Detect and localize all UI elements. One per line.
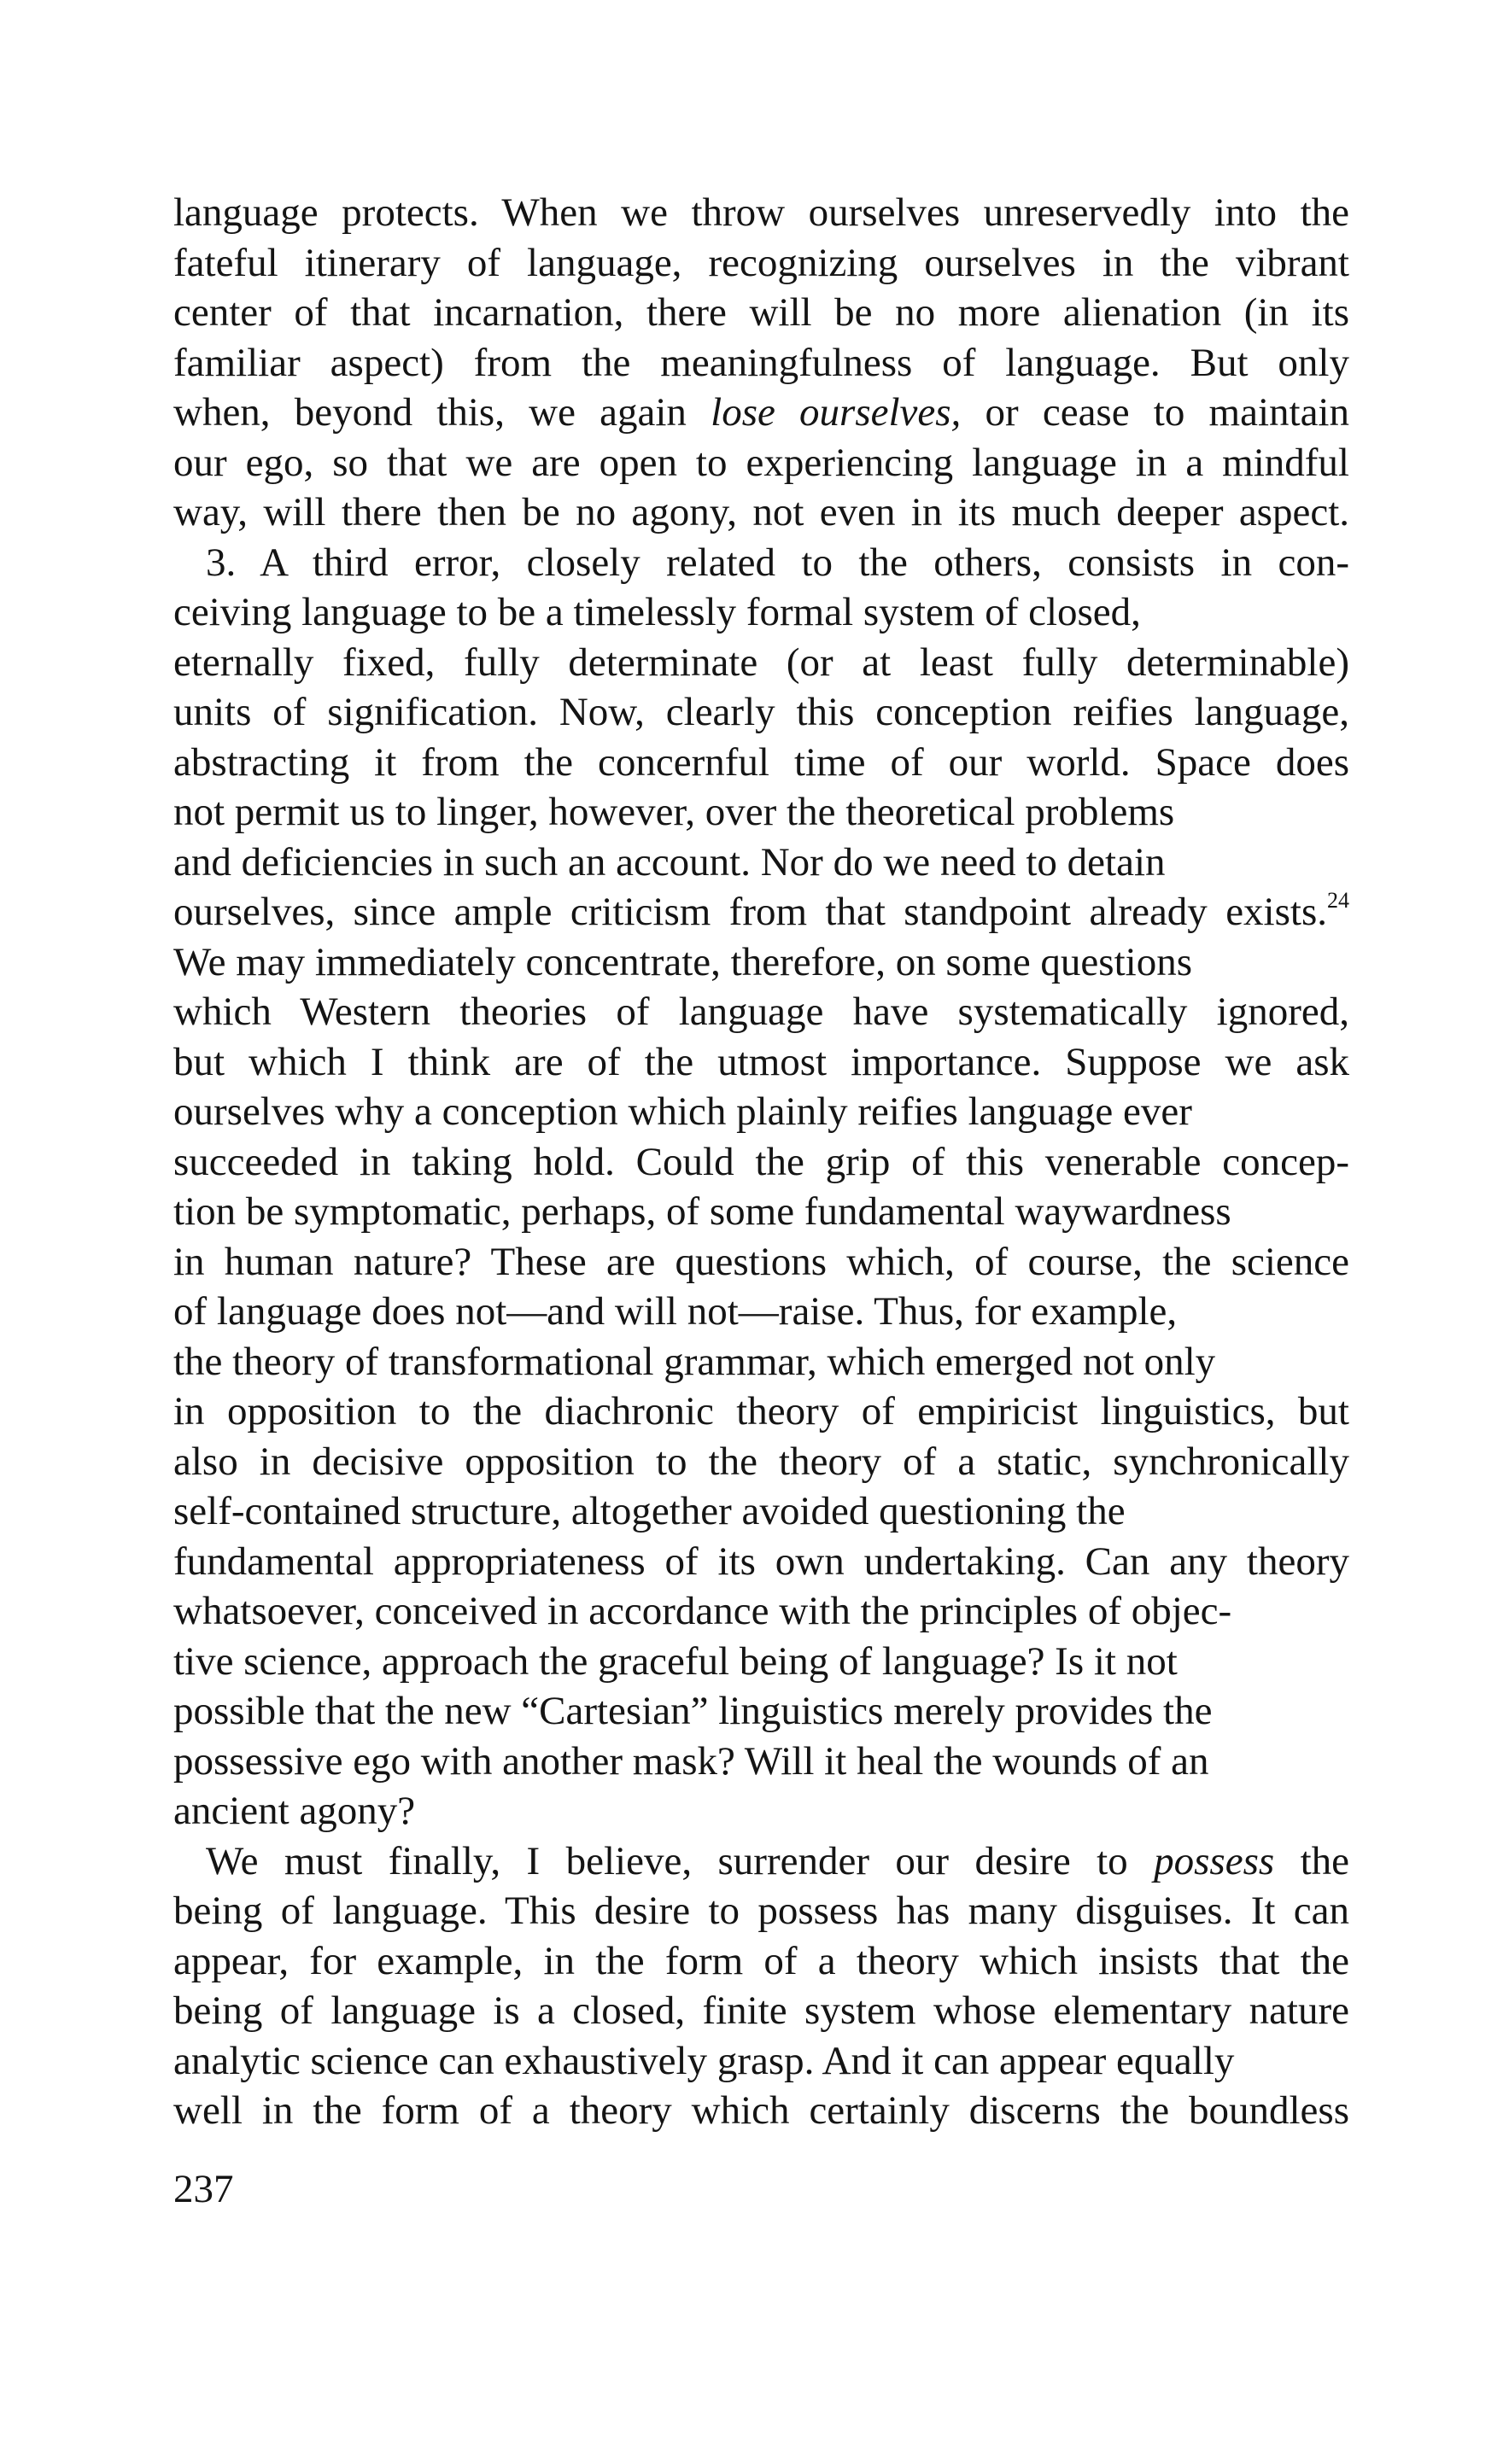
text-line (173, 1637, 1349, 1687)
line-text: whatsoever, conceived in accordance with the principles of objec- (173, 1589, 1232, 1633)
text-line (173, 1237, 1349, 1287)
line-text: and deficiencies in such an account. Nor do we need to detain (173, 839, 1166, 885)
line-text: in human nature? These are questions which, of course, the science (173, 1239, 1349, 1284)
text-line (173, 1936, 1349, 1987)
line-text: not permit us to linger, however, over the theoretical problems (173, 790, 1175, 834)
line-text: in opposition to the diachronic theory of empiricist linguistics, but (173, 1389, 1349, 1433)
line-text: when, beyond this, we again (173, 390, 711, 435)
text-line (173, 987, 1349, 1037)
line-text: ourselves why a conception which plainly reifies language ever (173, 1089, 1192, 1134)
text-line (173, 1537, 1349, 1587)
text-line (173, 338, 1349, 388)
text-line (173, 787, 1349, 838)
text-line (173, 738, 1349, 788)
text-line (173, 1586, 1349, 1637)
text-line (173, 188, 1349, 238)
text-line (173, 687, 1349, 738)
text-line (173, 2086, 1349, 2136)
line-text: language protects. When we throw ourselves unreservedly into the (173, 190, 1349, 235)
text-line (173, 638, 1349, 688)
line-text: units of signification. Now, clearly this conception reifies language, (173, 690, 1349, 734)
line-text: tion be symptomatic, perhaps, of some fundamental waywardness (173, 1189, 1231, 1234)
line-text: the theory of transformational grammar, which emerged not only (173, 1339, 1216, 1384)
text-line (173, 1287, 1349, 1337)
text-line (173, 1087, 1349, 1137)
line-text: self-contained structure, altogether avoided questioning the (173, 1489, 1126, 1533)
line-text: eternally fixed, fully determinate (or at least fully determinable) (173, 639, 1349, 685)
text-line (173, 1886, 1349, 1936)
line-text: We may immediately concentrate, therefore, on some questions (173, 939, 1192, 984)
line-text: ourselves, since ample criticism from that standpoint already exists. (173, 890, 1327, 934)
text-line (173, 937, 1349, 988)
line-text: possible that the new “Cartesian” linguistics merely provides the (173, 1689, 1213, 1733)
text-line (173, 1486, 1349, 1537)
text-line (173, 1187, 1349, 1237)
text-line (173, 538, 1349, 588)
text-line (173, 1986, 1349, 2036)
line-text: We must finally, I believe, surrender our desire to (206, 1838, 1155, 1883)
footnote-marker: 24 (1327, 888, 1349, 913)
line-text: familiar aspect) from the meaningfulness of language. But only (173, 340, 1349, 385)
line-text: but which I think are of the utmost importance. Suppose we ask (173, 1039, 1349, 1084)
italic-emphasis: lose ourselves, (711, 390, 962, 435)
line-text: well in the form of a theory which certainly discerns the boundless (173, 2088, 1349, 2133)
line-text: ancient agony? (173, 1789, 416, 1833)
line-text: also in decisive opposition to the theory of a static, synchronically (173, 1439, 1349, 1484)
page-number: 237 (173, 2167, 234, 2211)
text-line (173, 1137, 1349, 1188)
text-line (173, 838, 1349, 888)
line-text: appear, for example, in the form of a theory which insists that the (173, 1938, 1349, 1983)
text-line (173, 1337, 1349, 1387)
text-line (173, 587, 1349, 638)
text-line (173, 238, 1349, 289)
text-line (173, 1437, 1349, 1487)
line-text: ceiving language to be a timelessly formal system of closed, (173, 590, 1141, 634)
text-line (173, 887, 1349, 937)
text-line (173, 1387, 1349, 1437)
line-text: abstracting it from the concernful time of our world. Space does (173, 739, 1349, 785)
line-text: way, will there then be no agony, not even in its much deeper aspect. (173, 490, 1349, 534)
line-text: our ego, so that we are open to experiencing language in a mindful (173, 440, 1349, 485)
line-text: succeeded in taking hold. Could the grip of this venerable concep- (173, 1139, 1349, 1184)
line-text: 3. A third error, closely related to the others, consists in con- (206, 540, 1349, 585)
text-line (173, 288, 1349, 338)
line-text-after: or cease to maintain (961, 390, 1349, 435)
text-line (173, 438, 1349, 488)
text-line (173, 1836, 1349, 1887)
text-line (173, 1786, 1349, 1836)
page-body (173, 188, 1349, 2136)
text-line (173, 1686, 1349, 1737)
line-text: center of that incarnation, there will be no more alienation (in its (173, 290, 1349, 335)
text-line (173, 2036, 1349, 2087)
line-text: of language does not—and will not—raise. Thus, for example, (173, 1289, 1178, 1334)
line-text: tive science, approach the graceful being of language? Is it not (173, 1638, 1178, 1684)
line-text: which Western theories of language have systematically ignored, (173, 990, 1349, 1034)
text-line (173, 388, 1349, 438)
line-text: fateful itinerary of language, recognizing ourselves in the vibrant (173, 240, 1349, 285)
line-text: being of language. This desire to possess has many disguises. It can (173, 1889, 1349, 1933)
text-line (173, 1737, 1349, 1787)
line-text: analytic science can exhaustively grasp. And it can appear equally (173, 2038, 1235, 2083)
line-text: being of language is a closed, finite system whose elementary nature (173, 1988, 1349, 2033)
italic-emphasis: possess (1154, 1838, 1275, 1883)
text-line (173, 1037, 1349, 1088)
line-text: fundamental appropriateness of its own undertaking. Can any theory (173, 1539, 1349, 1584)
text-line (173, 488, 1349, 538)
line-text-after: the (1274, 1838, 1350, 1883)
line-text: possessive ego with another mask? Will it heal the wounds of an (173, 1738, 1209, 1784)
